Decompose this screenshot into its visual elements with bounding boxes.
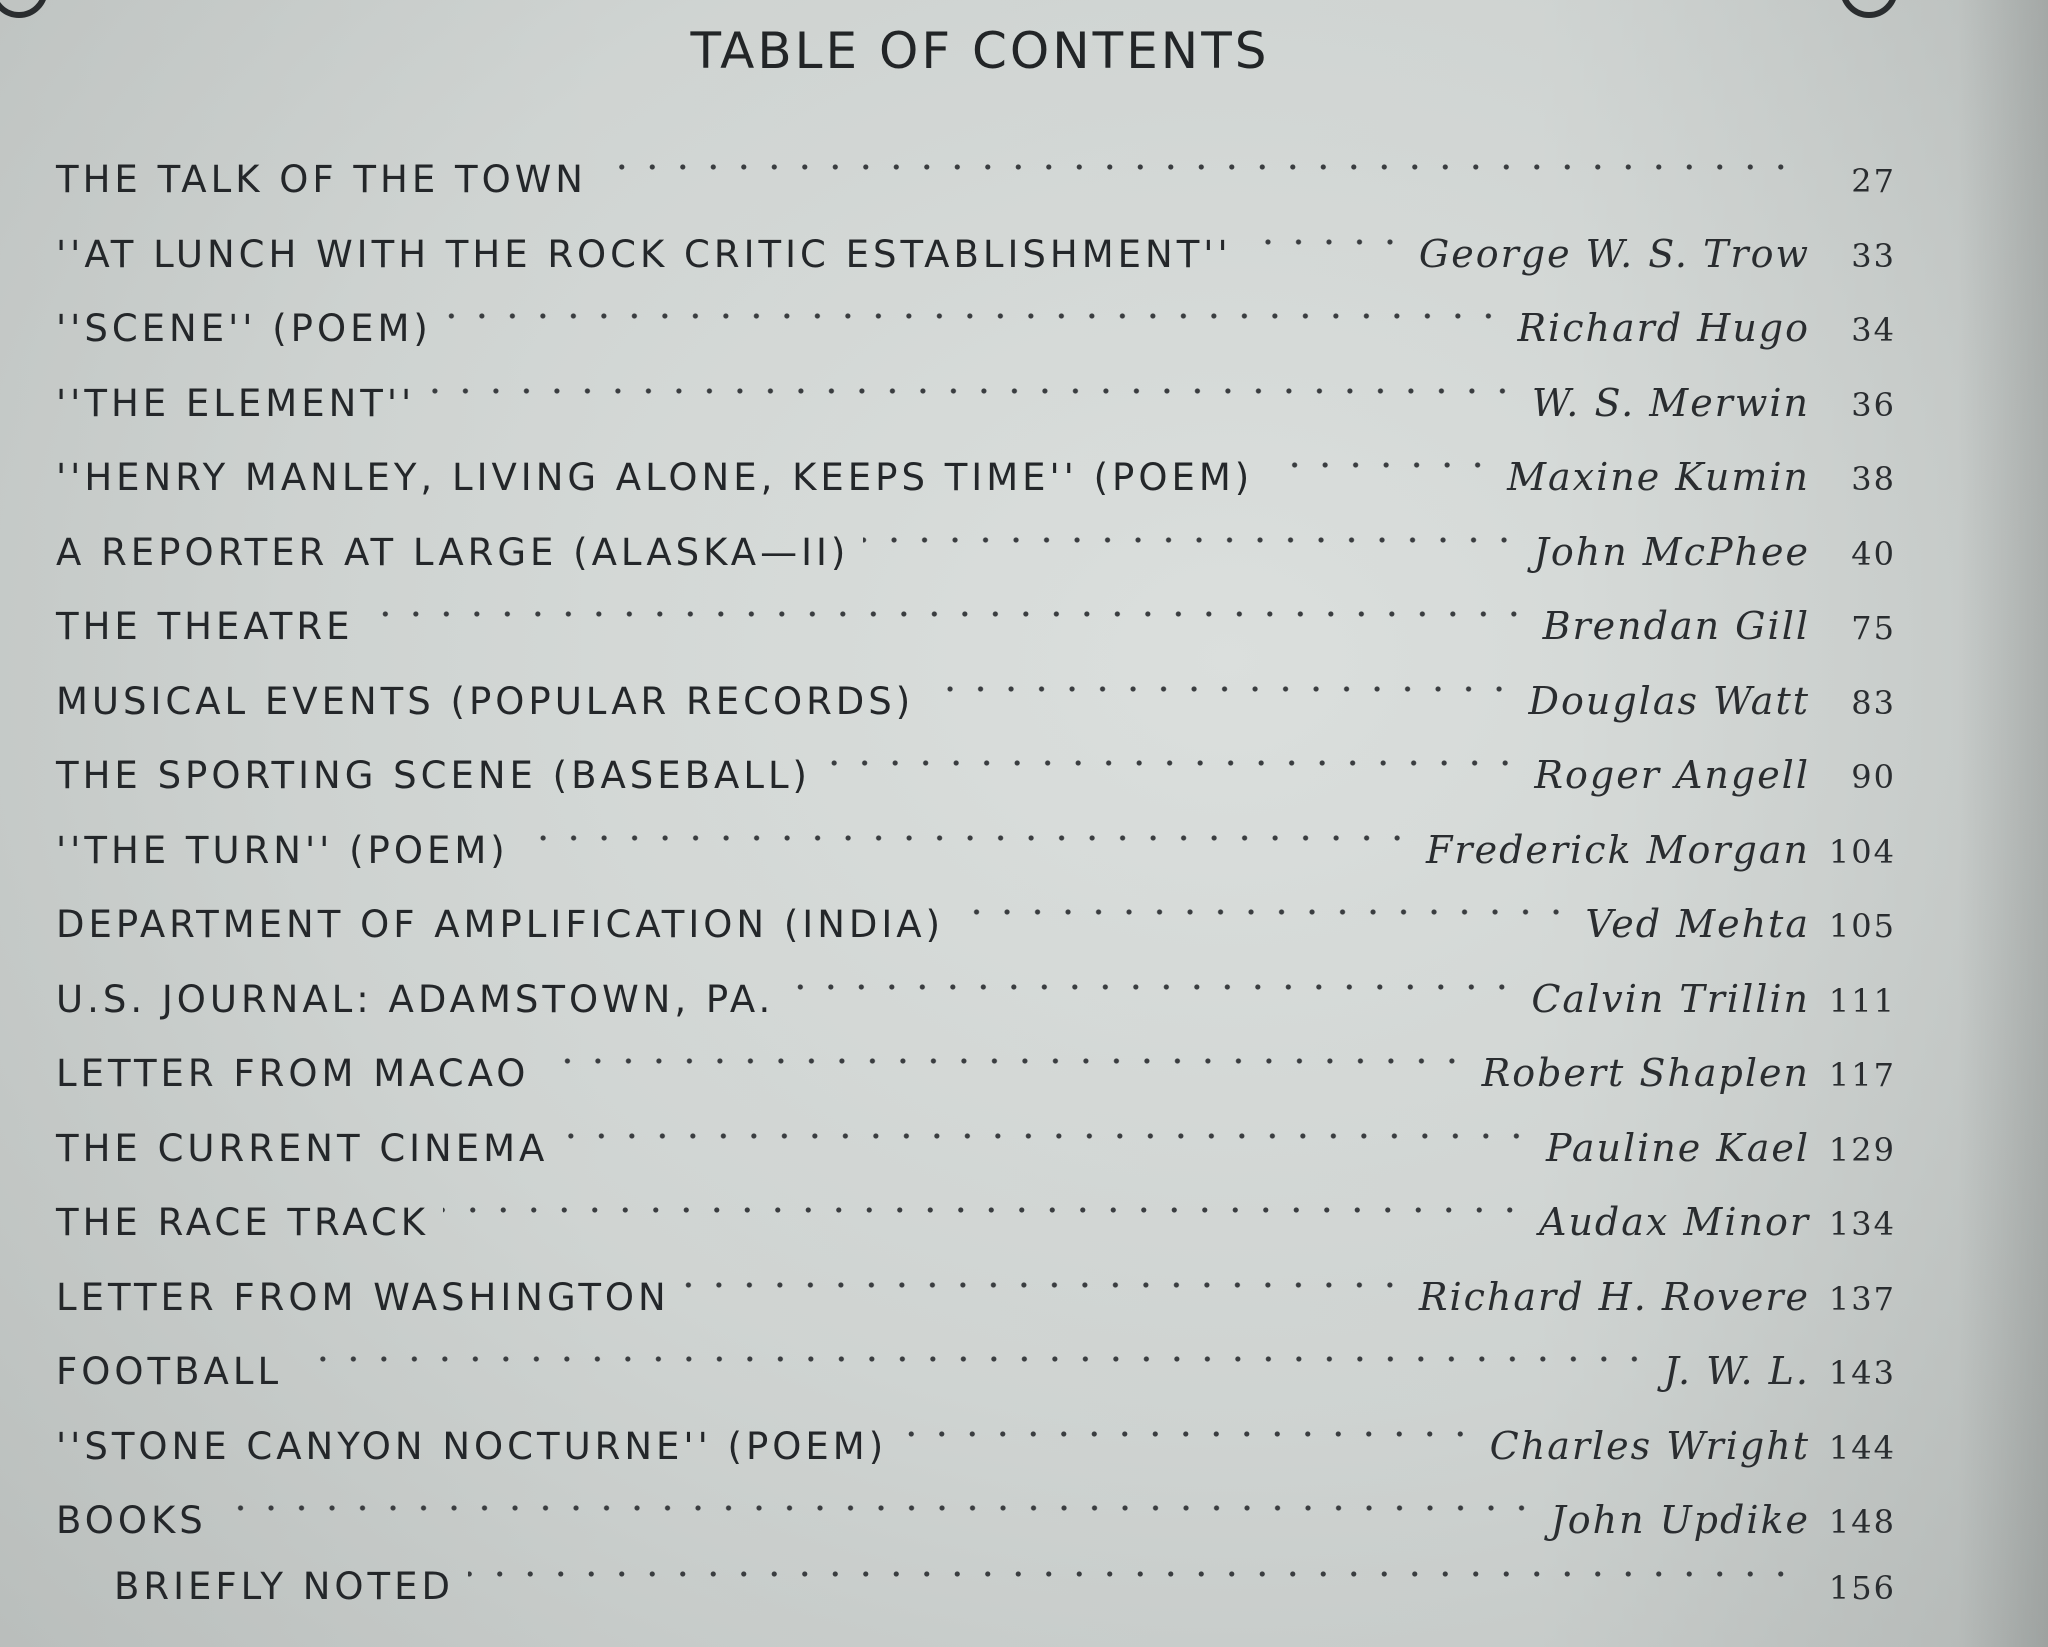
toc-entry-page: 75 [1851, 609, 1896, 647]
toc-entry-title: BRIEFLY NOTED [114, 1564, 454, 1608]
toc-entry-page: 104 [1828, 832, 1896, 871]
toc-entry-author: Audax Minor [1539, 1200, 1810, 1244]
toc-entry-title: ''THE ELEMENT'' [56, 381, 416, 425]
toc-entry-author: Charles Wright [1489, 1423, 1810, 1468]
toc-entry [56, 577, 1896, 652]
toc-entry-title: U.S. JOURNAL: ADAMSTOWN, PA. [56, 977, 775, 1021]
dot-leader [958, 897, 1571, 927]
dot-leader [296, 1344, 1650, 1374]
toc-entry-author: Brendan Gill [1542, 604, 1810, 648]
dot-leader [446, 301, 1504, 331]
dot-leader [523, 823, 1412, 853]
toc-entry [56, 875, 1896, 950]
toc-entry-title: ''HENRY MANLEY, LIVING ALONE, KEEPS TIME'' (POEM) [56, 456, 1254, 499]
toc-entry-page: 33 [1851, 236, 1896, 275]
toc-entry-title: ''THE TURN'' (POEM) [56, 828, 509, 872]
dot-leader [562, 1121, 1532, 1151]
toc-entry-author: Roger Angell [1534, 753, 1810, 797]
toc-entry-page: 144 [1828, 1428, 1896, 1467]
dot-leader [684, 1270, 1405, 1300]
toc-entry-title: LETTER FROM WASHINGTON [56, 1275, 670, 1319]
toc-entry-author: Calvin Trillin [1531, 976, 1810, 1021]
toc-entry [56, 1397, 1896, 1472]
toc-entry [56, 205, 1896, 280]
toc-entry-page: 27 [1851, 162, 1896, 200]
toc-entry [56, 503, 1896, 578]
toc-entry-title: DEPARTMENT OF AMPLIFICATION (INDIA) [56, 903, 945, 946]
toc-entry-author: Frederick Morgan [1426, 827, 1810, 872]
dot-leader [429, 376, 1518, 406]
toc-entry-author: W. S. Merwin [1531, 380, 1810, 425]
toc-entry-title: THE SPORTING SCENE (BASEBALL) [56, 754, 811, 797]
toc-entry [56, 130, 1896, 205]
toc-entry-title: A REPORTER AT LARGE (ALASKA—II) [56, 530, 850, 574]
dot-leader [863, 525, 1519, 555]
dot-leader [901, 1419, 1476, 1449]
dot-leader [368, 599, 1529, 629]
toc-entry-author: Robert Shaplen [1481, 1051, 1810, 1095]
corner-ornament-right [1840, 0, 1898, 18]
dot-leader [601, 152, 1796, 182]
toc-entry-author: John Updike [1550, 1498, 1810, 1542]
dot-leader [468, 1559, 1796, 1589]
toc-entry-page: 137 [1828, 1279, 1896, 1318]
toc-entry [56, 801, 1896, 876]
toc-entry [56, 950, 1896, 1025]
toc-entry-page: 117 [1828, 1056, 1896, 1094]
toc-entry-author: John McPhee [1533, 529, 1810, 574]
toc-entry-author: Douglas Watt [1528, 678, 1810, 723]
toc-entry-title: THE RACE TRACK [56, 1201, 429, 1244]
toc-entry [56, 1248, 1896, 1323]
toc-entry-page: 83 [1851, 683, 1896, 722]
toc-subentry [56, 1546, 1896, 1608]
corner-ornament-left [0, 0, 48, 18]
toc-entry [56, 652, 1896, 727]
toc-entry-title: ''STONE CANYON NOCTURNE'' (POEM) [56, 1424, 888, 1468]
toc-entry [56, 279, 1896, 354]
toc-entry-author: Maxine Kumin [1507, 455, 1810, 499]
toc-entry-title: FOOTBALL [56, 1350, 283, 1393]
dot-leader [1246, 227, 1405, 257]
toc-entry [56, 1099, 1896, 1174]
toc-entry [56, 1471, 1896, 1546]
toc-entry [56, 1173, 1896, 1248]
dot-leader [1267, 450, 1493, 480]
toc-entry-title: BOOKS [56, 1499, 207, 1542]
toc-entry-title: THE THEATRE [56, 605, 354, 648]
dot-leader [788, 972, 1517, 1002]
toc-entry-page: 148 [1828, 1503, 1896, 1541]
toc-entry-page: 129 [1828, 1130, 1896, 1169]
toc-entry-page: 105 [1828, 907, 1896, 945]
toc-entry-page: 156 [1828, 1568, 1896, 1607]
toc-entry-author: Richard H. Rovere [1418, 1274, 1810, 1319]
toc-entry-page: 40 [1851, 534, 1896, 573]
toc-entry-page: 36 [1851, 385, 1896, 424]
dot-leader [928, 674, 1514, 704]
toc-entry [56, 428, 1896, 503]
toc-entry-page: 134 [1828, 1205, 1896, 1243]
toc-entry-page: 111 [1828, 981, 1896, 1020]
toc-entry-author: Ved Mehta [1585, 902, 1810, 946]
toc-entry-title: MUSICAL EVENTS (POPULAR RECORDS) [56, 679, 915, 723]
toc-entry [56, 1024, 1896, 1099]
toc-entry-title: ''SCENE'' (POEM) [56, 307, 432, 350]
dot-leader [825, 748, 1520, 778]
toc-entry-author: J. W. L. [1663, 1349, 1810, 1393]
toc-entry [56, 726, 1896, 801]
toc-entry-page: 90 [1851, 758, 1896, 796]
toc-entry-title: THE TALK OF THE TOWN [56, 158, 587, 201]
toc-entry-author: Pauline Kael [1545, 1125, 1810, 1170]
table-of-contents [56, 130, 1896, 1608]
toc-entry-page: 143 [1828, 1354, 1896, 1392]
page-title: TABLE OF CONTENTS [690, 22, 1270, 80]
toc-entry-title: ''AT LUNCH WITH THE ROCK CRITIC ESTABLISHMENT'' [56, 232, 1232, 276]
toc-entry-page: 34 [1851, 311, 1896, 349]
toc-entry-author: Richard Hugo [1517, 306, 1810, 350]
dot-leader [221, 1493, 1537, 1523]
toc-entry-title: THE CURRENT CINEMA [56, 1126, 549, 1170]
dot-leader [443, 1195, 1525, 1225]
toc-entry-author: George W. S. Trow [1418, 231, 1810, 276]
toc-entry-title: LETTER FROM MACAO [56, 1052, 530, 1095]
toc-entry [56, 354, 1896, 429]
toc-entry-page: 38 [1851, 460, 1896, 498]
toc-entry [56, 1322, 1896, 1397]
dot-leader [543, 1046, 1467, 1076]
